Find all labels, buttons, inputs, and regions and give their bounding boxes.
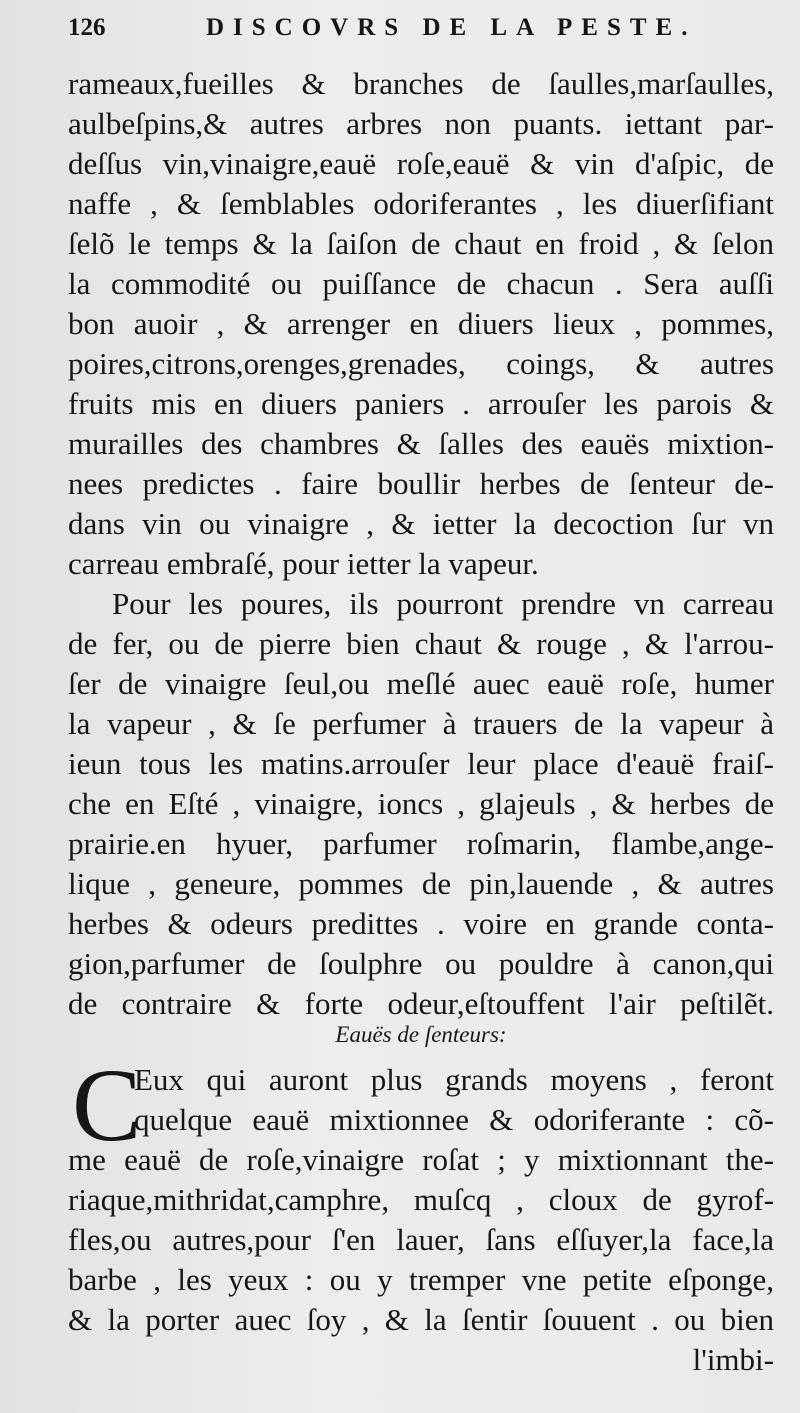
text-line: de contraire & forte odeur,eſtouffent l'air peſtilẽt.: [68, 986, 774, 1021]
text-line: che en Eſté , vinaigre, ioncs , glajeuls , & herbes de: [68, 786, 774, 821]
text-line: ſer de vinaigre ſeul,ou meſlé auec eauë roſe, humer: [68, 666, 774, 701]
text-line: Eux qui auront plus grands moyens , feront: [134, 1062, 774, 1097]
page-number: 126: [68, 14, 106, 41]
text-line: rameaux,fueilles & branches de ſaulles,marſaulles,: [68, 66, 774, 101]
text-line: murailles des chambres & ſalles des eauës mixtion-: [68, 426, 774, 461]
catchword: l'imbi-: [692, 1342, 774, 1377]
text-line: me eauë de roſe,vinaigre roſat ; y mixtionnant the-: [68, 1142, 774, 1177]
text-line: naffe , & ſemblables odoriferantes , les diuerſifiant: [68, 186, 774, 221]
text-line: de fer, ou de pierre bien chaut & rouge , & l'arrou-: [68, 626, 774, 661]
text-line: nees predictes . faire boullir herbes de ſenteur de-: [68, 466, 774, 501]
text-line: dans vin ou vinaigre , & ietter la decoction ſur vn: [68, 506, 774, 541]
running-title: DISCOVRS DE LA PESTE.: [206, 14, 697, 41]
text-line: bon auoir , & arrenger en diuers lieux , pommes,: [68, 306, 774, 341]
text-line: herbes & odeurs predittes . voire en grande conta-: [68, 906, 774, 941]
text-line: gion,parfumer de ſoulphre ou pouldre à canon,qui: [68, 946, 774, 981]
text-line: fles,ou autres,pour ſ'en lauer, ſans eſſuyer,la face,la: [68, 1222, 774, 1257]
text-line: barbe , les yeux : ou y tremper vne petite eſponge,: [68, 1262, 774, 1297]
section-heading: Eauës de ſenteurs:: [335, 1022, 507, 1047]
text-line: ieun tous les matins.arrouſer leur place d'eauë fraiſ-: [68, 746, 774, 781]
text-line: Pour les poures, ils pourront prendre vn carreau: [112, 586, 774, 621]
text-line: & la porter auec ſoy , & la ſentir ſouuent . ou bien: [68, 1302, 774, 1337]
text-line: poires,citrons,orenges,grenades, coings, & autres: [68, 346, 774, 381]
text-line: riaque,mithridat,camphre, muſcq , cloux de gyrof-: [68, 1182, 774, 1217]
text-line: la commodité ou puiſſance de chacun . Sera auſſi: [68, 266, 774, 301]
text-line: carreau embraſé, pour ietter la vapeur.: [68, 546, 539, 581]
text-line: ſelõ le temps & la ſaiſon de chaut en froid , & ſelon: [68, 226, 774, 261]
text-line: prairie.en hyuer, parfumer roſmarin, flambe,ange-: [68, 826, 774, 861]
text-line: la vapeur , & ſe perfumer à trauers de la vapeur à: [68, 706, 774, 741]
text-line: lique , geneure, pommes de pin,lauende , & autres: [68, 866, 774, 901]
text-line: deſſus vin,vinaigre,eauë roſe,eauë & vin d'aſpic, de: [68, 146, 774, 181]
text-line: quelque eauë mixtionnee & odoriferante : cõ-: [134, 1102, 774, 1137]
text-line: aulbeſpins,& autres arbres non puants. iettant par-: [68, 106, 774, 141]
running-header: [68, 10, 788, 50]
drop-cap: C: [72, 1048, 142, 1163]
text-line: fruits mis en diuers paniers . arrouſer les parois &: [68, 386, 774, 421]
